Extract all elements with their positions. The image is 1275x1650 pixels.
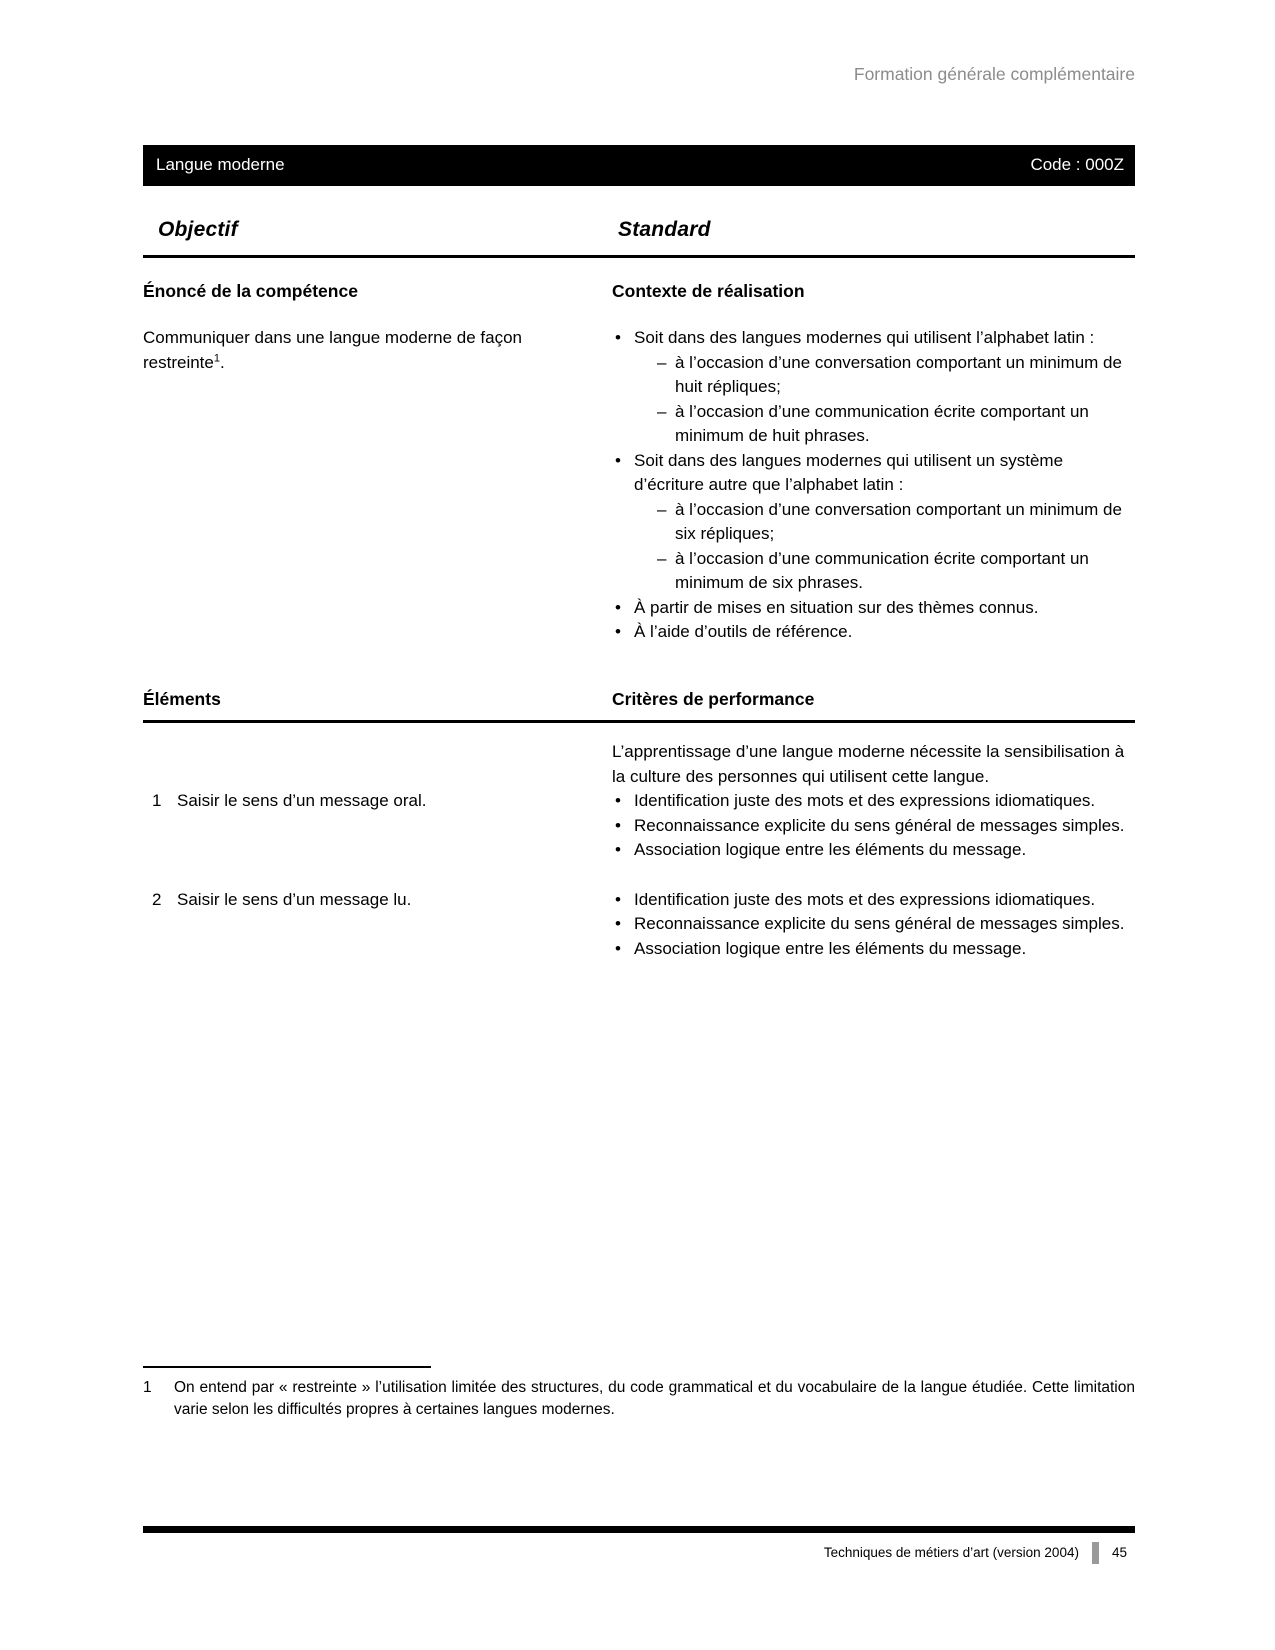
list-item <box>612 449 1135 596</box>
objectif-standard-body <box>143 326 1135 645</box>
page-footer <box>143 1526 1135 1564</box>
contexte-heading: Contexte de réalisation <box>612 280 805 301</box>
footnote-line <box>143 1377 1135 1420</box>
list-item: • À l’aide d’outils de référence. <box>612 620 1135 645</box>
list-item <box>612 326 1135 449</box>
course-code: Code : 000Z <box>1030 155 1124 175</box>
list-item: • À partir de mises en situation sur des thèmes connus. <box>612 596 1135 621</box>
subheadings-row <box>143 279 1135 304</box>
criteres-heading: Critères de performance <box>612 688 815 709</box>
sub-list <box>634 351 1135 449</box>
criteria-list <box>612 888 1135 962</box>
sub-item: – à l’occasion d’une communication écrite comportant un minimum de six phrases. <box>657 547 1135 596</box>
elements-heading: Éléments <box>143 688 221 709</box>
course-title: Langue moderne <box>156 155 285 175</box>
list-item: • Association logique entre les éléments du message. <box>612 937 1135 962</box>
element-row-2 <box>143 888 1135 962</box>
running-header: Formation générale complémentaire <box>853 64 1135 84</box>
footnote-separator <box>143 1366 431 1368</box>
bullet-text: Soit dans des langues modernes qui utilisent un système d’écriture autre que l’alphabet latin : <box>634 450 1064 494</box>
footnote-reference: 1 <box>213 351 220 364</box>
contexte-bullet-list <box>612 326 1135 645</box>
elements-headings-row <box>143 687 1135 724</box>
elements-body <box>143 740 1135 961</box>
element-label: Saisir le sens d’un message oral. <box>177 791 427 810</box>
list-item: • Identification juste des mots et des expressions idiomatiques. <box>612 888 1135 913</box>
contexte-list-container <box>612 326 1135 645</box>
footer-meta <box>143 1542 1135 1564</box>
competence-paragraph <box>143 326 590 645</box>
sub-item: – à l’occasion d’une conversation comportant un minimum de huit répliques; <box>657 351 1135 400</box>
footer-separator-bar <box>1092 1542 1099 1564</box>
competence-period: . <box>220 352 225 372</box>
course-title-bar <box>143 145 1135 186</box>
element-label: Saisir le sens d’un message lu. <box>177 889 412 909</box>
section-headings-row <box>143 214 1135 258</box>
footer-text: Techniques de métiers d’art (version 2004) <box>823 1545 1079 1560</box>
footnote-block <box>143 1366 1135 1420</box>
bullet-text: Soit dans des langues modernes qui utilisent l’alphabet latin : <box>634 328 1095 347</box>
sub-list <box>634 498 1135 596</box>
element-number: 1 <box>152 791 162 810</box>
criteria-intro: L’apprentissage d’une langue moderne nécessite la sensibilisation à la culture des personnes qui utilisent cette langue. <box>612 742 1125 786</box>
footnote-text: On entend par « restreinte » l’utilisation limitée des structures, du code grammatical et du vocabulaire de la langue étudiée. Cette limitation varie selon les difficultés propres à certaines langues modernes. <box>174 1379 1135 1418</box>
sub-item: – à l’occasion d’une communication écrite comportant un minimum de huit phrases. <box>657 400 1135 449</box>
empty-cell <box>143 740 590 789</box>
element-item <box>143 789 590 863</box>
footer-rule <box>143 1526 1135 1533</box>
list-item: • Association logique entre les éléments du message. <box>612 838 1135 863</box>
criteria-list <box>612 789 1135 863</box>
page-content <box>143 214 1135 961</box>
footnote-number: 1 <box>143 1379 152 1396</box>
sub-item: – à l’occasion d’une conversation comportant un minimum de six répliques; <box>657 498 1135 547</box>
standard-heading: Standard <box>618 218 711 241</box>
element-number: 2 <box>152 889 162 909</box>
list-item: • Reconnaissance explicite du sens général de messages simples. <box>612 912 1135 937</box>
enonce-heading: Énoncé de la compétence <box>143 280 358 301</box>
list-item: • Identification juste des mots et des expressions idiomatiques. <box>612 789 1135 814</box>
competence-text: Communiquer dans une langue moderne de façon restreinte <box>143 328 522 372</box>
list-item: • Reconnaissance explicite du sens général de messages simples. <box>612 814 1135 839</box>
criteria-intro-row <box>143 740 1135 789</box>
element-item <box>143 888 590 962</box>
objectif-heading: Objectif <box>158 218 238 241</box>
page-number: 45 <box>1111 1545 1127 1560</box>
element-row-1 <box>143 789 1135 863</box>
